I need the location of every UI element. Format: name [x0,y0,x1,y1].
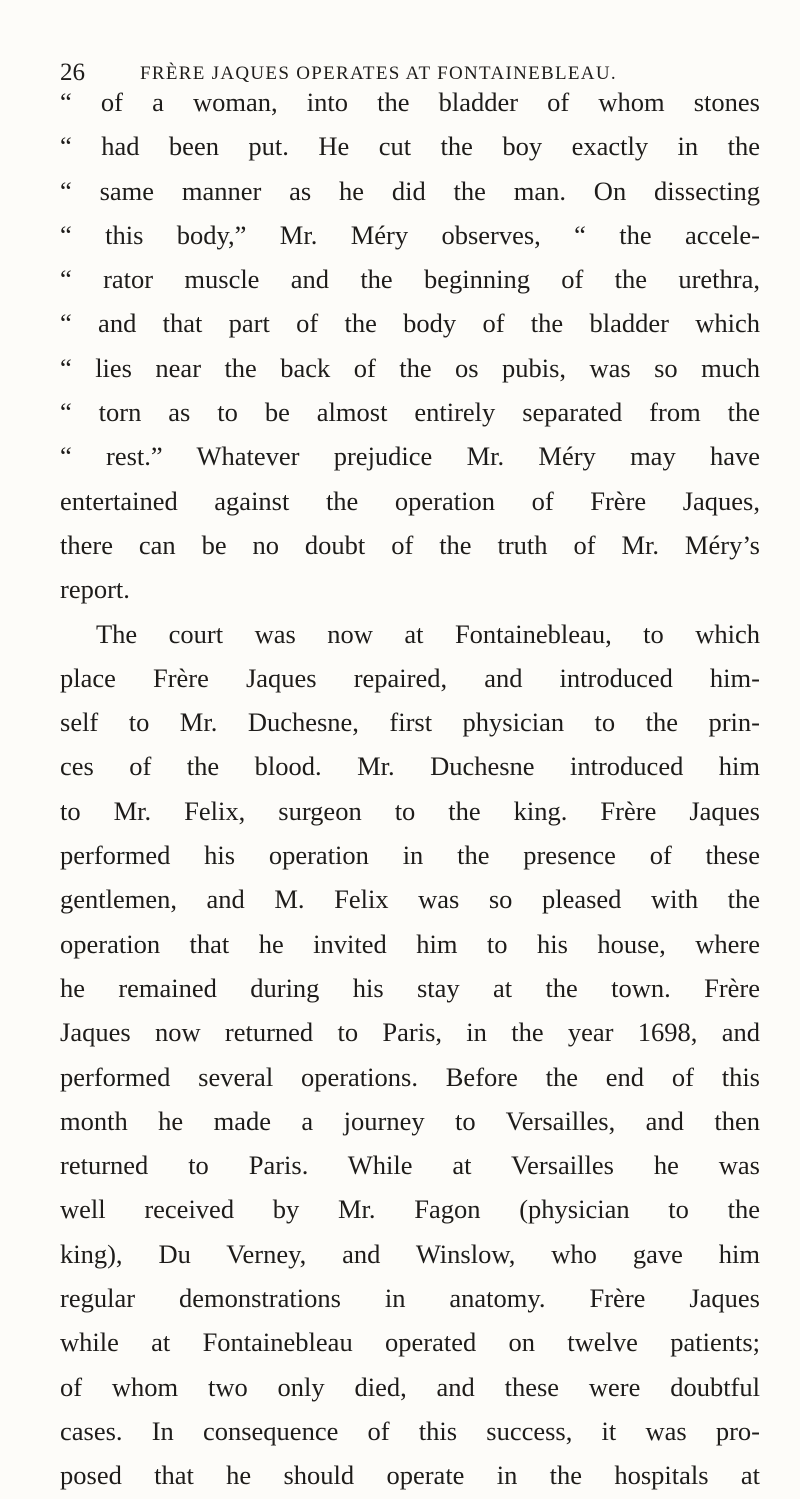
text-line: “ same manner as he did the man. On dissecting [60,175,760,206]
text-line: self to Mr. Duchesne, first physician to the prin- [60,707,760,738]
text-line: well received by Mr. Fagon (physician to the [60,1194,760,1225]
text-line: cases. In consequence of this success, it was pro- [60,1415,760,1446]
text-line: gentlemen, and M. Felix was so pleased with the [60,884,760,915]
text-line: “ lies near the back of the os pubis, was so much [60,352,760,383]
text-line: returned to Paris. While at Versailles he was [60,1150,760,1181]
text-line: regular demonstrations in anatomy. Frère Jaques [60,1283,760,1314]
text-line: “ rator muscle and the beginning of the urethra, [60,264,760,295]
text-line: place Frère Jaques repaired, and introduced him- [60,662,760,693]
text-line: he remained during his stay at the town. Frère [60,972,760,1003]
text-line: posed that he should operate in the hospitals at [60,1460,760,1491]
text-line: performed several operations. Before the end of this [60,1061,760,1092]
text-line: “ of a woman, into the bladder of whom stones [60,87,760,117]
text-line: performed his operation in the presence of these [60,840,760,871]
text-line: king), Du Verney, and Winslow, who gave him [60,1238,760,1269]
text-line: entertained against the operation of Frère Jaques, [60,485,760,516]
text-line: while at Fontainebleau operated on twelve patients; [60,1327,760,1358]
text-line: “ and that part of the body of the bladder which [60,308,760,339]
paragraph-first-line: The court was now at Fontainebleau, to which [96,618,760,649]
page-number: 26 [60,59,85,86]
text-line: month he made a journey to Versailles, and then [60,1105,760,1136]
text-line: “ torn as to be almost entirely separated from the [60,397,760,428]
text-line: “ rest.” Whatever prejudice Mr. Méry may have [60,441,760,472]
running-title: FRÈRE JAQUES OPERATES AT FONTAINEBLEAU. [140,63,617,84]
text-line: “ this body,” Mr. Méry observes, “ the accele- [60,219,760,250]
text-line: operation that he invited him to his house, where [60,928,760,959]
text-line: of whom two only died, and these were doubtful [60,1371,760,1402]
body-text [60,80,760,1498]
text-line: ces of the blood. Mr. Duchesne introduced him [60,751,760,782]
text-line: to Mr. Felix, surgeon to the king. Frère Jaques [60,795,760,826]
paragraph-end-line: report. [60,574,130,605]
text-line: “ had been put. He cut the boy exactly in the [60,131,760,162]
text-line: there can be no doubt of the truth of Mr. Méry’s [60,529,760,560]
text-line: Jaques now returned to Paris, in the year 1698, and [60,1017,760,1048]
